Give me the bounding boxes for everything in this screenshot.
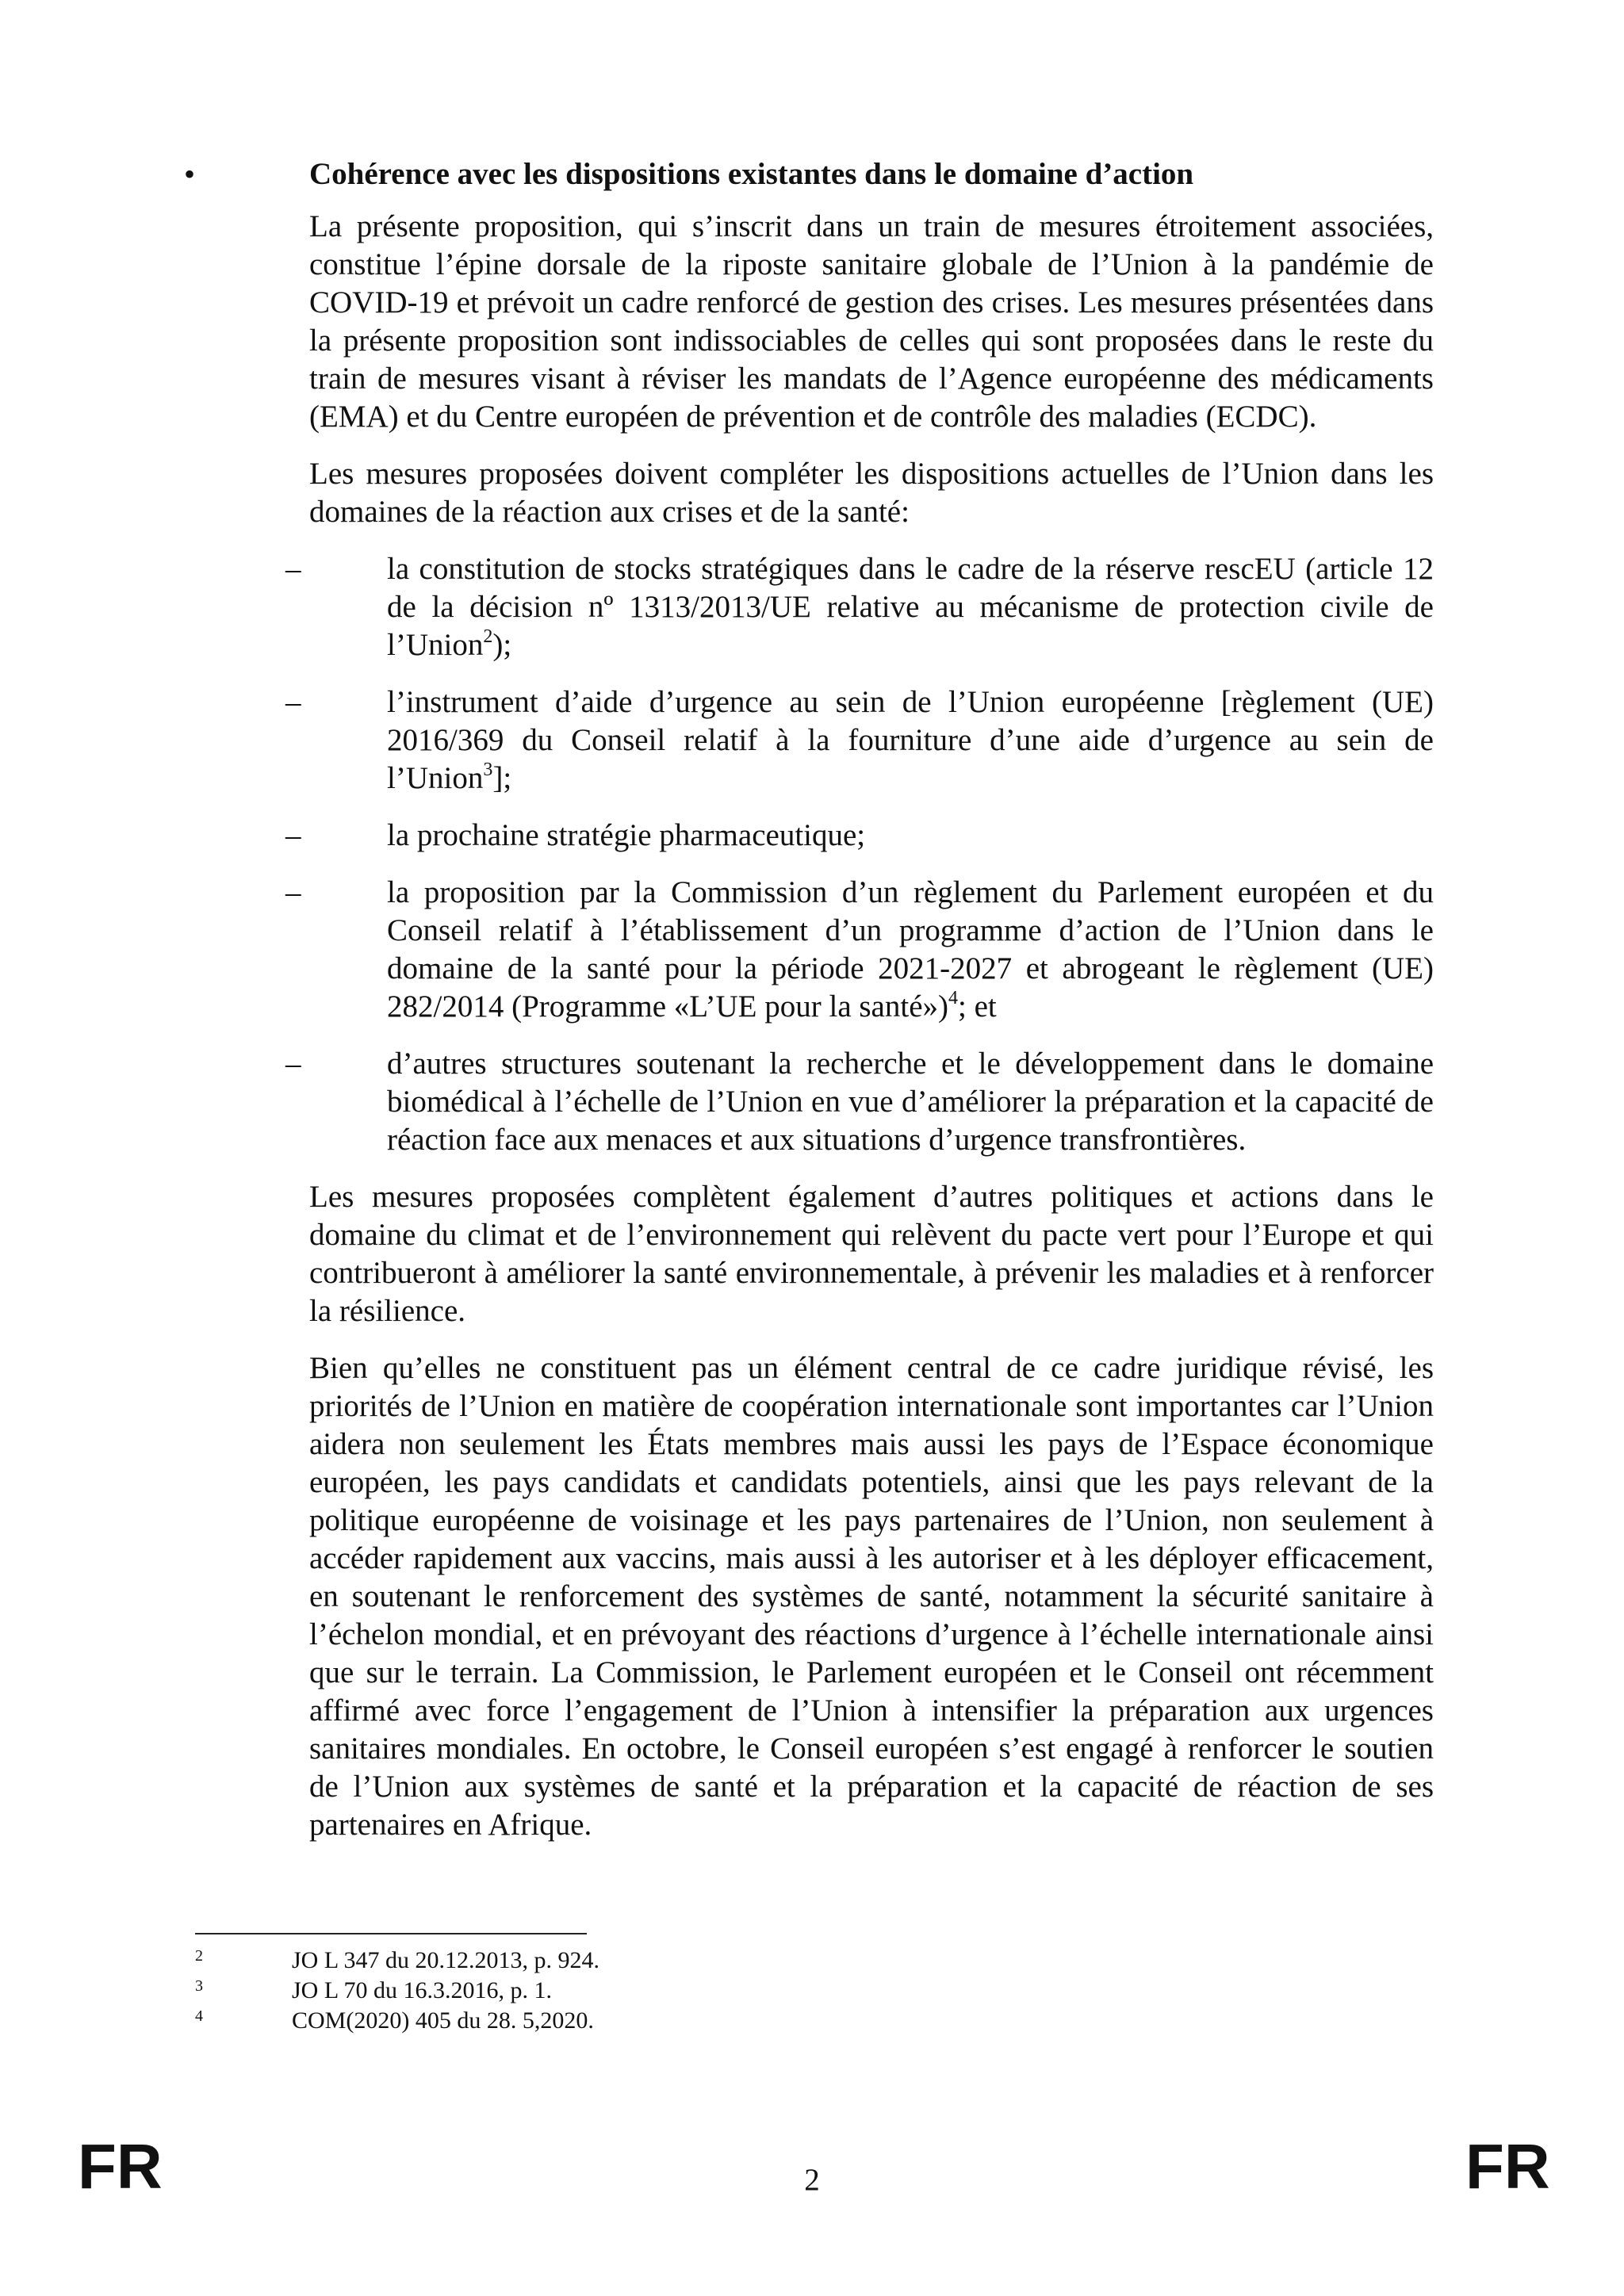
- language-code-left: FR: [78, 2131, 163, 2202]
- list-item-tail: ; et: [958, 989, 997, 1024]
- footnotes: [195, 1946, 1432, 2036]
- list-item-rescEU: [285, 550, 1434, 664]
- footnote-number: 2: [195, 1947, 203, 1965]
- list-dash: –: [285, 875, 301, 909]
- body-content: [285, 208, 1434, 1863]
- list-item-tail: ];: [492, 761, 512, 795]
- list-item-text: la constitution de stocks stratégiques dans le cadre de la réserve rescEU (article 12 de la décision nº 1313/2013/UE relative au mécanisme de protection civile de l’Union: [387, 552, 1434, 662]
- footnote-3: [195, 1976, 1432, 2006]
- list-item-research-structures: [285, 1045, 1434, 1159]
- footnote-ref[interactable]: 4: [948, 988, 958, 1008]
- list-item-text: l’instrument d’aide d’urgence au sein de l’Union européenne [règlement (UE) 2016/369 du Conseil relatif à la fourniture d’une aide d’urgence au sein de l’Union: [387, 685, 1434, 795]
- list-dash: –: [285, 1047, 301, 1081]
- list-item-tail: );: [492, 628, 512, 662]
- footnote-2: [195, 1946, 1432, 1976]
- bullet-point: •: [184, 156, 196, 192]
- list-dash: –: [285, 818, 301, 852]
- page-number: 2: [804, 2163, 820, 2197]
- footnote-text: JO L 347 du 20.12.2013, p. 924.: [292, 1947, 600, 1973]
- footnote-4: [195, 2006, 1432, 2036]
- list-item-health-programme: [285, 874, 1434, 1026]
- footnote-text: COM(2020) 405 du 28. 5,2020.: [292, 2007, 594, 2034]
- footnote-number: 4: [195, 2007, 203, 2025]
- list-item-text: la proposition par la Commission d’un règlement du Parlement européen et du Conseil relatif à l’établissement d’un programme d’action de l’Union dans le domaine de la santé pour la période 2021-2027 et abrogeant le règlement (UE) 282/2014 (Programme «L’UE pour la santé»): [387, 875, 1434, 1024]
- paragraph-intro: La présente proposition, qui s’inscrit dans un train de mesures étroitement associées, constitue l’épine dorsale de la riposte sanitaire globale de l’Union à la pandémie de COVID-19 et prévoit un cadre renforcé de gestion des crises. Les mesures présentées dans la présente proposition sont indissociables de celles qui sont proposées dans le reste du train de mesures visant à réviser les mandats de l’Agence européenne des médicaments (EMA) et du Centre européen de prévention et de contrôle des maladies (ECDC).: [309, 209, 1434, 434]
- language-code-right: FR: [1465, 2131, 1550, 2202]
- list-item-emergency-support: [285, 683, 1434, 798]
- footnote-ref[interactable]: 2: [483, 626, 493, 647]
- footnote-separator: [195, 1933, 587, 1934]
- paragraph-green-deal: Les mesures proposées complètent également d’autres politiques et actions dans le domaine du climat et de l’environnement qui relèvent du pacte vert pour l’Europe et qui contribueront à améliorer la santé environnementale, à prévenir les maladies et à renforcer la résilience.: [309, 1180, 1434, 1328]
- list-item-text: d’autres structures soutenant la recherche et le développement dans le domaine biomédical à l’échelle de l’Union en vue d’améliorer la préparation et la capacité de réaction face aux menaces et aux situations d’urgence transfrontières.: [387, 1047, 1434, 1157]
- paragraph-international-cooperation: Bien qu’elles ne constituent pas un élément central de ce cadre juridique révisé, les priorités de l’Union en matière de coopération internationale sont importantes car l’Union aidera non seulement les États membres mais aussi les pays de l’Espace économique européen, les pays candidats et candidats potentiels, ainsi que les pays relevant de la politique européenne de voisinage et les pays partenaires de l’Union, non seulement à accéder rapidement aux vaccins, mais aussi à les autoriser et à les déployer efficacement, en soutenant le renforcement des systèmes de santé, notamment la sécurité sanitaire à l’échelon mondial, et en prévoyant des réactions d’urgence à l’échelle internationale ainsi que sur le terrain. La Commission, le Parlement européen et le Conseil ont récemment affirmé avec force l’engagement de l’Union à intensifier la préparation aux urgences sanitaires mondiales. En octobre, le Conseil européen s’est engagé à renforcer le soutien de l’Union aux systèmes de santé et la préparation et la capacité de réaction de ses partenaires en Afrique.: [309, 1351, 1434, 1842]
- section-heading: Cohérence avec les dispositions existantes dans le domaine d’action: [309, 157, 1194, 191]
- footnote-text: JO L 70 du 16.3.2016, p. 1.: [292, 1977, 553, 2003]
- footnote-number: 3: [195, 1977, 203, 1995]
- list-dash: –: [285, 552, 301, 586]
- list-item-pharma-strategy: [285, 817, 1434, 855]
- list-dash: –: [285, 685, 301, 719]
- paragraph-list-intro: Les mesures proposées doivent compléter les dispositions actuelles de l’Union dans les domaines de la réaction aux crises et de la santé:: [309, 457, 1434, 529]
- list-item-text: la prochaine stratégie pharmaceutique;: [387, 818, 866, 852]
- footnote-ref[interactable]: 3: [483, 760, 493, 780]
